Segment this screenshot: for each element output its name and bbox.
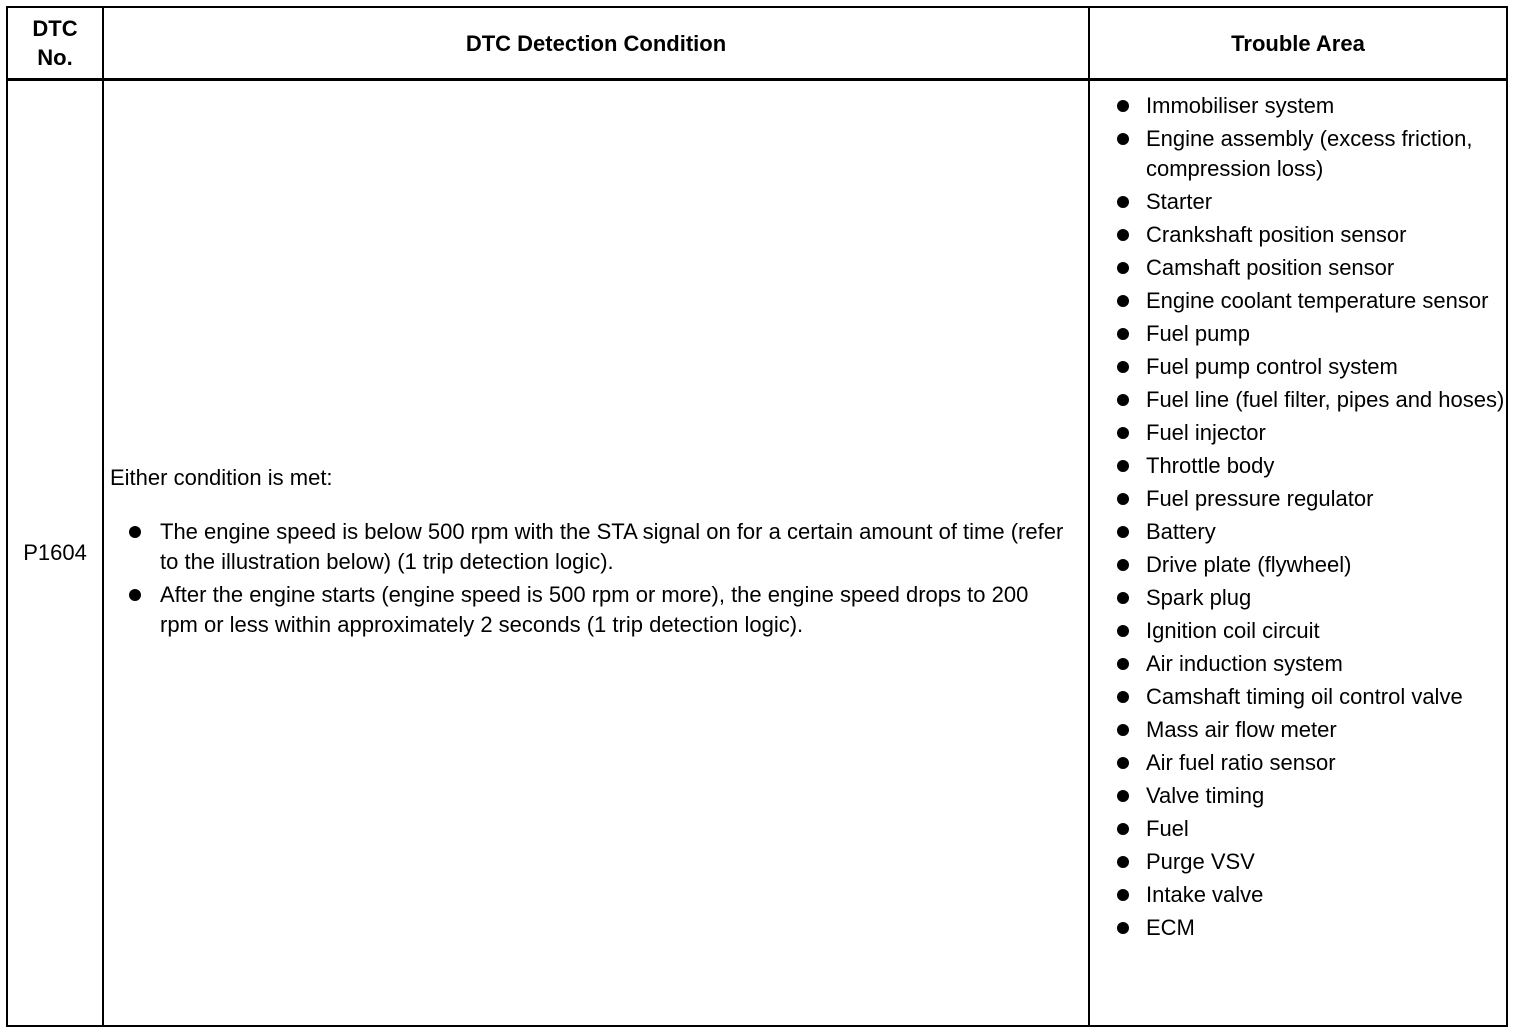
bullet-icon — [1117, 427, 1129, 439]
trouble-area-text: ECM — [1146, 915, 1195, 940]
trouble-area-text: Starter — [1146, 189, 1213, 214]
trouble-area-item — [1090, 187, 1506, 217]
bullet-icon — [1117, 790, 1129, 802]
table-row — [7, 80, 1507, 1027]
header-trouble-area: Trouble Area — [1089, 7, 1507, 80]
trouble-area-item — [1090, 682, 1506, 712]
dtc-code: P1604 — [7, 80, 103, 1027]
trouble-area-item — [1090, 781, 1506, 811]
trouble-area-item — [1090, 91, 1506, 121]
trouble-area-text: Air induction system — [1146, 651, 1343, 676]
trouble-area-item — [1090, 550, 1506, 580]
trouble-area-item — [1090, 286, 1506, 316]
trouble-area-item — [1090, 649, 1506, 679]
trouble-area-item — [1090, 616, 1506, 646]
trouble-area-item — [1090, 352, 1506, 382]
bullet-icon — [1117, 295, 1129, 307]
trouble-area-text: Camshaft timing oil control valve — [1146, 684, 1463, 709]
trouble-area-text: Fuel line (fuel filter, pipes and hoses) — [1146, 387, 1505, 412]
trouble-area-text: Spark plug — [1146, 585, 1252, 610]
trouble-area-item — [1090, 451, 1506, 481]
trouble-area-item — [1090, 124, 1506, 184]
bullet-icon — [129, 589, 141, 601]
trouble-area-item — [1090, 385, 1506, 415]
trouble-area-text: Air fuel ratio sensor — [1146, 750, 1336, 775]
condition-text: The engine speed is below 500 rpm with the STA signal on for a certain amount of time (refer to the illustration below) (1 trip detection logic). — [160, 519, 1064, 574]
header-detection-condition: DTC Detection Condition — [103, 7, 1089, 80]
trouble-area-item — [1090, 880, 1506, 910]
dtc-table — [6, 6, 1508, 1027]
bullet-icon — [1117, 691, 1129, 703]
trouble-area-text: Mass air flow meter — [1146, 717, 1337, 742]
trouble-area-item — [1090, 913, 1506, 943]
trouble-area-item — [1090, 715, 1506, 745]
bullet-icon — [1117, 658, 1129, 670]
trouble-area-item — [1090, 253, 1506, 283]
header-dtc-no: DTC No. — [7, 7, 103, 80]
bullet-icon — [1117, 757, 1129, 769]
trouble-area-text: Fuel — [1146, 816, 1189, 841]
bullet-icon — [1117, 133, 1129, 145]
table-header-row — [7, 7, 1507, 80]
trouble-area-item — [1090, 220, 1506, 250]
bullet-icon — [1117, 493, 1129, 505]
trouble-area-item — [1090, 814, 1506, 844]
trouble-area-text: Valve timing — [1146, 783, 1265, 808]
trouble-area-text: Ignition coil circuit — [1146, 618, 1320, 643]
trouble-area-item — [1090, 583, 1506, 613]
trouble-area-item — [1090, 319, 1506, 349]
bullet-icon — [1117, 196, 1129, 208]
trouble-area-text: Throttle body — [1146, 453, 1275, 478]
trouble-area-text: Engine assembly (excess friction, compression loss) — [1146, 126, 1473, 181]
bullet-icon — [1117, 823, 1129, 835]
bullet-icon — [1117, 361, 1129, 373]
condition-text: After the engine starts (engine speed is 500 rpm or more), the engine speed drops to 200 rpm or less within approximately 2 seconds (1 trip detection logic). — [160, 582, 1029, 637]
bullet-icon — [1117, 592, 1129, 604]
bullet-icon — [1117, 724, 1129, 736]
trouble-area-cell — [1089, 80, 1507, 1027]
bullet-icon — [1117, 559, 1129, 571]
bullet-icon — [1117, 526, 1129, 538]
trouble-area-text: Engine coolant temperature sensor — [1146, 288, 1489, 313]
bullet-icon — [1117, 856, 1129, 868]
trouble-area-text: Drive plate (flywheel) — [1146, 552, 1352, 577]
bullet-icon — [1117, 262, 1129, 274]
bullet-icon — [1117, 922, 1129, 934]
trouble-area-text: Camshaft position sensor — [1146, 255, 1395, 280]
trouble-area-text: Immobiliser system — [1146, 93, 1335, 118]
trouble-area-text: Battery — [1146, 519, 1216, 544]
detection-condition-cell — [103, 80, 1089, 1027]
bullet-icon — [1117, 100, 1129, 112]
trouble-area-text: Fuel pressure regulator — [1146, 486, 1374, 511]
bullet-icon — [1117, 889, 1129, 901]
trouble-area-text: Fuel injector — [1146, 420, 1266, 445]
bullet-icon — [1117, 394, 1129, 406]
condition-intro: Either condition is met: — [110, 465, 333, 490]
trouble-area-text: Crankshaft position sensor — [1146, 222, 1407, 247]
trouble-area-item — [1090, 748, 1506, 778]
trouble-area-item — [1090, 847, 1506, 877]
trouble-area-list — [1090, 91, 1506, 943]
trouble-area-text: Intake valve — [1146, 882, 1264, 907]
trouble-area-item — [1090, 517, 1506, 547]
bullet-icon — [129, 526, 141, 538]
trouble-area-item — [1090, 484, 1506, 514]
trouble-area-item — [1090, 418, 1506, 448]
condition-list — [110, 517, 1070, 640]
bullet-icon — [1117, 229, 1129, 241]
trouble-area-text: Purge VSV — [1146, 849, 1255, 874]
condition-item — [110, 517, 1070, 577]
bullet-icon — [1117, 460, 1129, 472]
bullet-icon — [1117, 625, 1129, 637]
trouble-area-text: Fuel pump — [1146, 321, 1250, 346]
bullet-icon — [1117, 328, 1129, 340]
condition-item — [110, 580, 1070, 640]
trouble-area-text: Fuel pump control system — [1146, 354, 1398, 379]
